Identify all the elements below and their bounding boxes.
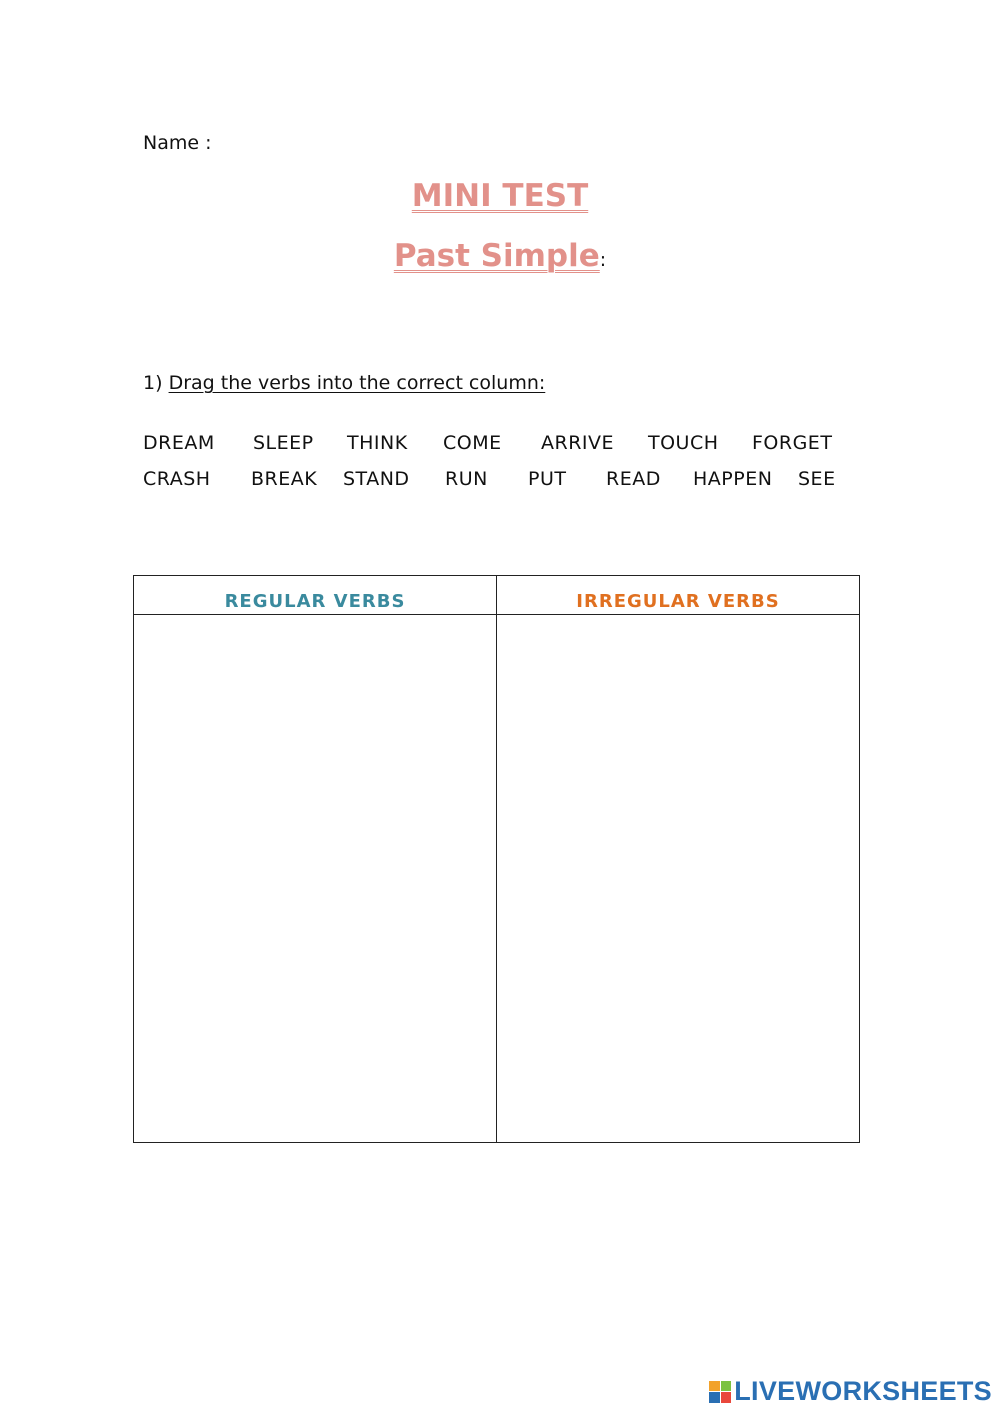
instruction-text: Drag the verbs into the correct column: [168,372,546,394]
verb-item[interactable]: BREAK [251,468,318,490]
table-drop-row [134,615,860,1143]
verb-item[interactable]: FORGET [752,432,833,454]
verb-item[interactable]: STAND [343,468,410,490]
verb-item[interactable]: RUN [445,468,488,490]
verb-item[interactable]: SLEEP [253,432,314,454]
subtitle-text: Past Simple [393,238,600,274]
verb-item[interactable]: TOUCH [648,432,719,454]
irregular-verbs-header: IRREGULAR VERBS [497,576,860,615]
verb-sorting-table [133,575,860,1143]
exercise-number: 1) [143,372,163,394]
verb-item[interactable]: PUT [528,468,567,490]
brand-text: LIVEWORKSHEETS [734,1376,992,1406]
name-label: Name : [143,132,212,154]
subtitle-colon: : [599,249,607,271]
verb-item[interactable]: THINK [347,432,408,454]
regular-verbs-header: REGULAR VERBS [134,576,497,615]
verb-item[interactable]: HAPPEN [693,468,773,490]
verb-item[interactable]: SEE [798,468,836,490]
verb-item[interactable]: COME [443,432,502,454]
regular-verbs-dropzone[interactable] [134,615,497,1143]
instruction [143,372,545,394]
irregular-verbs-dropzone[interactable] [497,615,860,1143]
verb-item[interactable]: ARRIVE [541,432,615,454]
verb-item[interactable]: READ [606,468,661,490]
liveworksheets-logo-icon [709,1381,731,1403]
page-title: MINI TEST [411,178,589,214]
verb-item[interactable]: DREAM [143,432,215,454]
table-header-row [134,576,860,615]
liveworksheets-brand [709,1376,992,1407]
page-subtitle [0,238,1000,274]
verb-item[interactable]: CRASH [143,468,211,490]
